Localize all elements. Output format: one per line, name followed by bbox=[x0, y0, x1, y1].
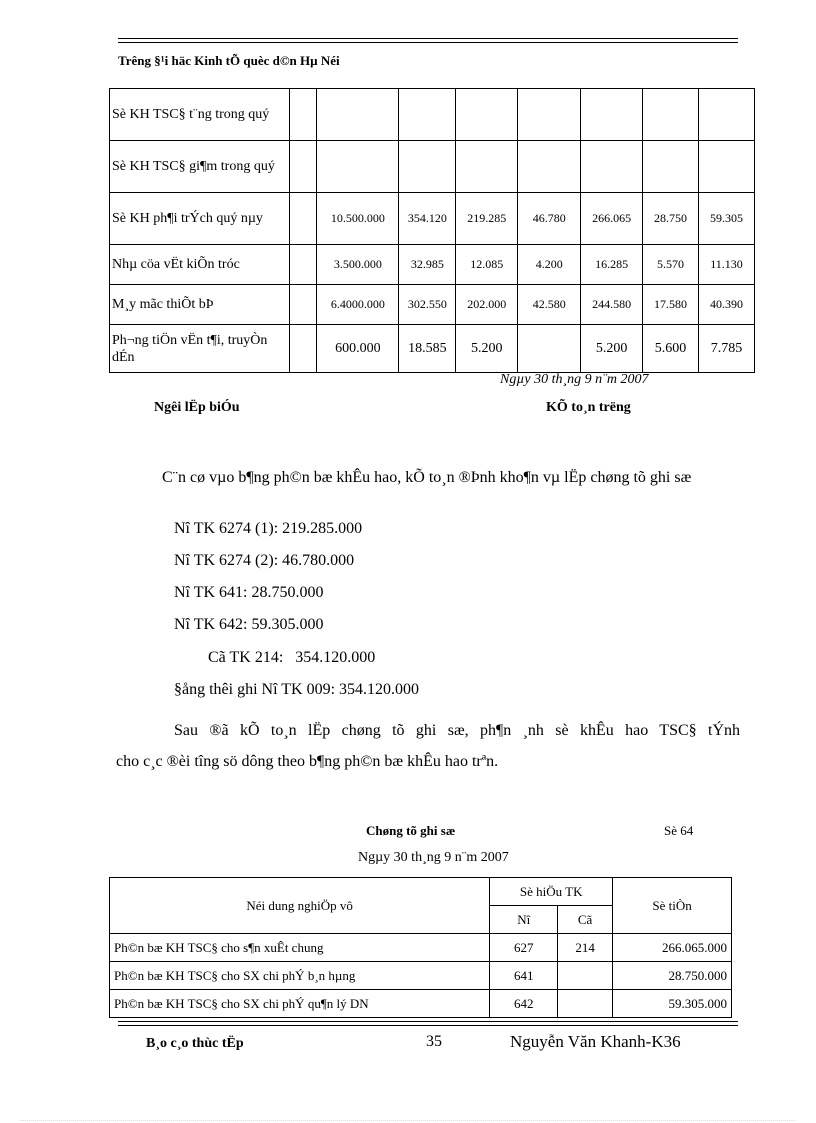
table-row: Nhµ cöa vËt kiÕn tróc 3.500.000 32.985 12.085 4.200 16.285 5.570 11.130 bbox=[110, 245, 755, 285]
page-edge-divider bbox=[20, 1120, 796, 1121]
header-rule-bottom bbox=[118, 42, 738, 43]
entry-debit-641: Nî TK 641: 28.750.000 bbox=[174, 584, 324, 601]
entry-debit-642: Nî TK 642: 59.305.000 bbox=[174, 616, 324, 633]
signature-date: Ngµy 30 th¸ng 9 n¨m 2007 bbox=[500, 372, 649, 387]
footer-report-label: B¸o c¸o thùc tËp bbox=[146, 1036, 244, 1051]
entry-debit-6274-2: Nî TK 6274 (2): 46.780.000 bbox=[174, 552, 355, 569]
row-label: Ph¬ng tiÖn vËn t¶i, truyÒn dÉn bbox=[110, 325, 290, 373]
voucher-number: Sè 64 bbox=[664, 823, 694, 838]
footer-author: Nguyễn Văn Khanh-K36 bbox=[510, 1032, 681, 1051]
header-debit: Nî bbox=[490, 906, 558, 934]
header-amount: Sè tiÒn bbox=[613, 878, 732, 934]
footer-rule-top bbox=[118, 1021, 738, 1022]
entry-credit-214: Cã TK 214: 354.120.000 bbox=[208, 649, 376, 666]
table-row bbox=[110, 89, 755, 141]
conclusion-line-1: Sau ®ã kÕ to¸n lËp chøng tõ ghi sæ, ph¶n ¸nh sè khÊu hao TSC§ tÝnh bbox=[174, 722, 740, 739]
voucher-title: Chøng tõ ghi sæ bbox=[366, 823, 456, 838]
footer-rule-bottom bbox=[118, 1025, 738, 1026]
voucher-table bbox=[109, 877, 732, 1018]
depreciation-table bbox=[109, 88, 755, 373]
intro-paragraph: C¨n cø vµo b¶ng ph©n bæ khÊu hao, kÕ to¸n ®Þnh kho¶n vµ lËp chøng tõ ghi sæ bbox=[162, 469, 692, 486]
table-row bbox=[110, 141, 755, 193]
row-label: Sè KH TSC§ gi¶m trong quý bbox=[110, 141, 290, 193]
table-row: Ph¬ng tiÖn vËn t¶i, truyÒn dÉn 600.000 18.585 5.200 5.200 5.600 7.785 bbox=[110, 325, 755, 373]
row-label: M¸y mãc thiÕt bÞ bbox=[110, 285, 290, 325]
header-credit: Cã bbox=[558, 906, 613, 934]
conclusion-line-2: cho c¸c ®èi tîng sö dông theo b¶ng ph©n bæ khÊu hao trªn. bbox=[116, 753, 499, 770]
footer-page-number: 35 bbox=[426, 1033, 442, 1050]
header-institution: Trêng §¹i häc Kinh tÕ quèc d©n Hµ Néi bbox=[118, 53, 340, 68]
preparer-label: Ngêi lËp biÓu bbox=[154, 400, 240, 415]
entry-debit-6274-1: Nî TK 6274 (1): 219.285.000 bbox=[174, 520, 363, 537]
row-label: Sè KH TSC§ t¨ng trong quý bbox=[110, 89, 290, 141]
header-rule-top bbox=[118, 38, 738, 39]
table-row: M¸y mãc thiÕt bÞ 6.4000.000 302.550 202.000 42.580 244.580 17.580 40.390 bbox=[110, 285, 755, 325]
header-content: Néi dung nghiÖp vô bbox=[110, 878, 490, 934]
chief-accountant-label: KÕ to¸n trëng bbox=[546, 400, 631, 415]
table-row: Ph©n bæ KH TSC§ cho SX chi phÝ b¸n hµng 641 28.750.000 bbox=[110, 962, 732, 990]
table-row: Sè KH ph¶i trÝch quý nµy 10.500.000 354.120 219.285 46.780 266.065 28.750 59.305 bbox=[110, 193, 755, 245]
entry-debit-009: §ång thêi ghi Nî TK 009: 354.120.000 bbox=[174, 681, 420, 698]
table-row: Ph©n bæ KH TSC§ cho s¶n xuÊt chung 627 214 266.065.000 bbox=[110, 934, 732, 962]
row-label: Nhµ cöa vËt kiÕn tróc bbox=[110, 245, 290, 285]
table-row: Ph©n bæ KH TSC§ cho SX chi phÝ qu¶n lý DN 642 59.305.000 bbox=[110, 990, 732, 1018]
header-account: Sè hiÖu TK bbox=[490, 878, 613, 906]
row-label: Sè KH ph¶i trÝch quý nµy bbox=[110, 193, 290, 245]
voucher-date: Ngµy 30 th¸ng 9 n¨m 2007 bbox=[358, 850, 509, 865]
